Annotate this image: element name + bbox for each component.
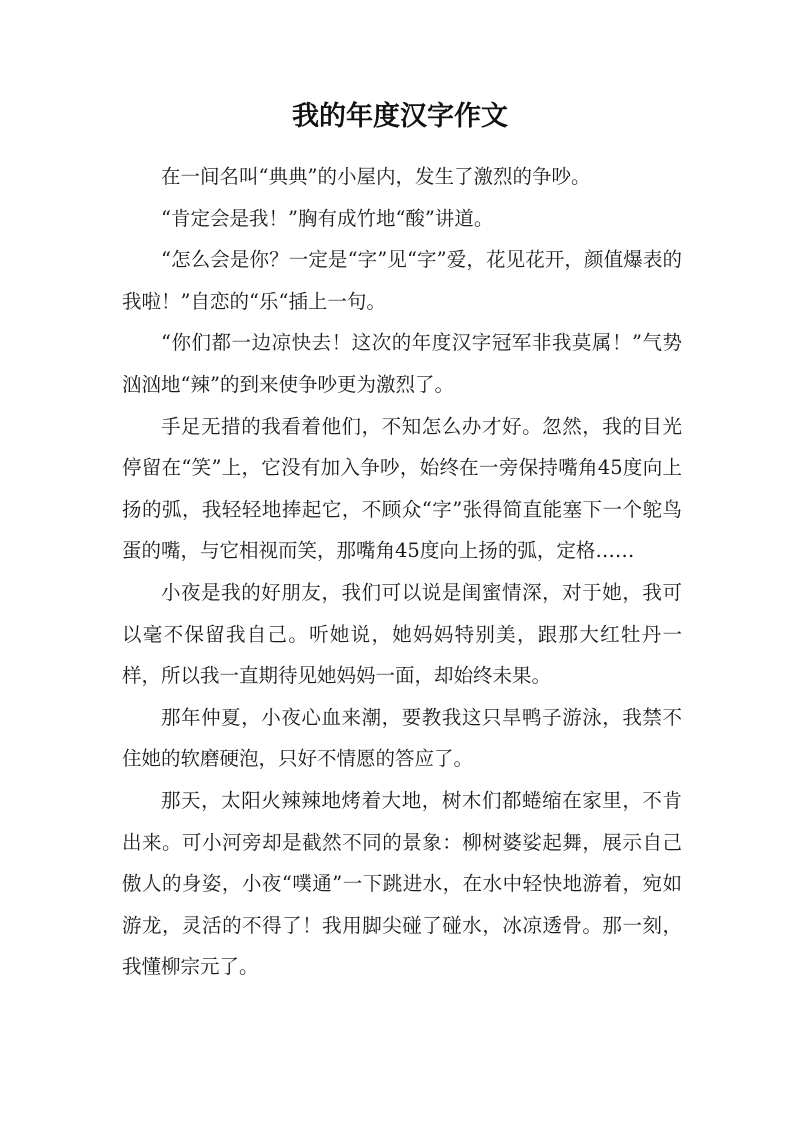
paragraph-7: 那年仲夏，小夜心血来潮，要教我这只旱鸭子游泳，我禁不住她的软磨硬泡，只好不情愿的答应了。 bbox=[122, 705, 682, 771]
paragraph-6: 小夜是我的好朋友，我们可以说是闺蜜情深，对于她，我可以毫不保留我自己。听她说，她妈妈特别美，跟那大红牡丹一样，所以我一直期待见她妈妈一面，却始终未果。 bbox=[122, 580, 682, 688]
paragraph-2: “肯定会是我！”胸有成竹地“酸”讲道。 bbox=[161, 206, 494, 230]
paragraph-8: 那天，太阳火辣辣地烤着大地，树木们都蜷缩在家里，不肯出来。可小河旁却是截然不同的景象：柳树婆娑起舞，展示自己傲人的身姿，小夜“噗通”一下跳进水，在水中轻快地游着，宛如游龙，灵活的不得了！我用脚尖碰了碰水，冰凉透骨。那一刻，我懂柳宗元了。 bbox=[122, 788, 682, 979]
paragraph-5: 手足无措的我看着他们，不知怎么办才好。忽然，我的目光停留在“笑”上，它没有加入争吵，始终在一旁保持嘴角45度向上扬的弧，我轻轻地捧起它，不顾众“字”张得简直能塞下一个鸵鸟蛋的嘴，与它相视而笑，那嘴角45度向上扬的弧，定格…… bbox=[122, 414, 682, 563]
paragraph-4: “你们都一边凉快去！这次的年度汉字冠军非我莫属！”气势汹汹地“辣”的到来使争吵更为激烈了。 bbox=[122, 331, 682, 396]
paragraph-3: “怎么会是你？一定是“字”见“字”爱，花见花开，颜值爆表的我啦！”自恋的“乐“插上一句。 bbox=[122, 248, 682, 313]
document-body bbox=[122, 156, 682, 988]
paragraph-1: 在一间名叫“典典”的小屋内，发生了激烈的争吵。 bbox=[161, 165, 591, 188]
document-title: 我的年度汉字作文 bbox=[292, 101, 508, 132]
